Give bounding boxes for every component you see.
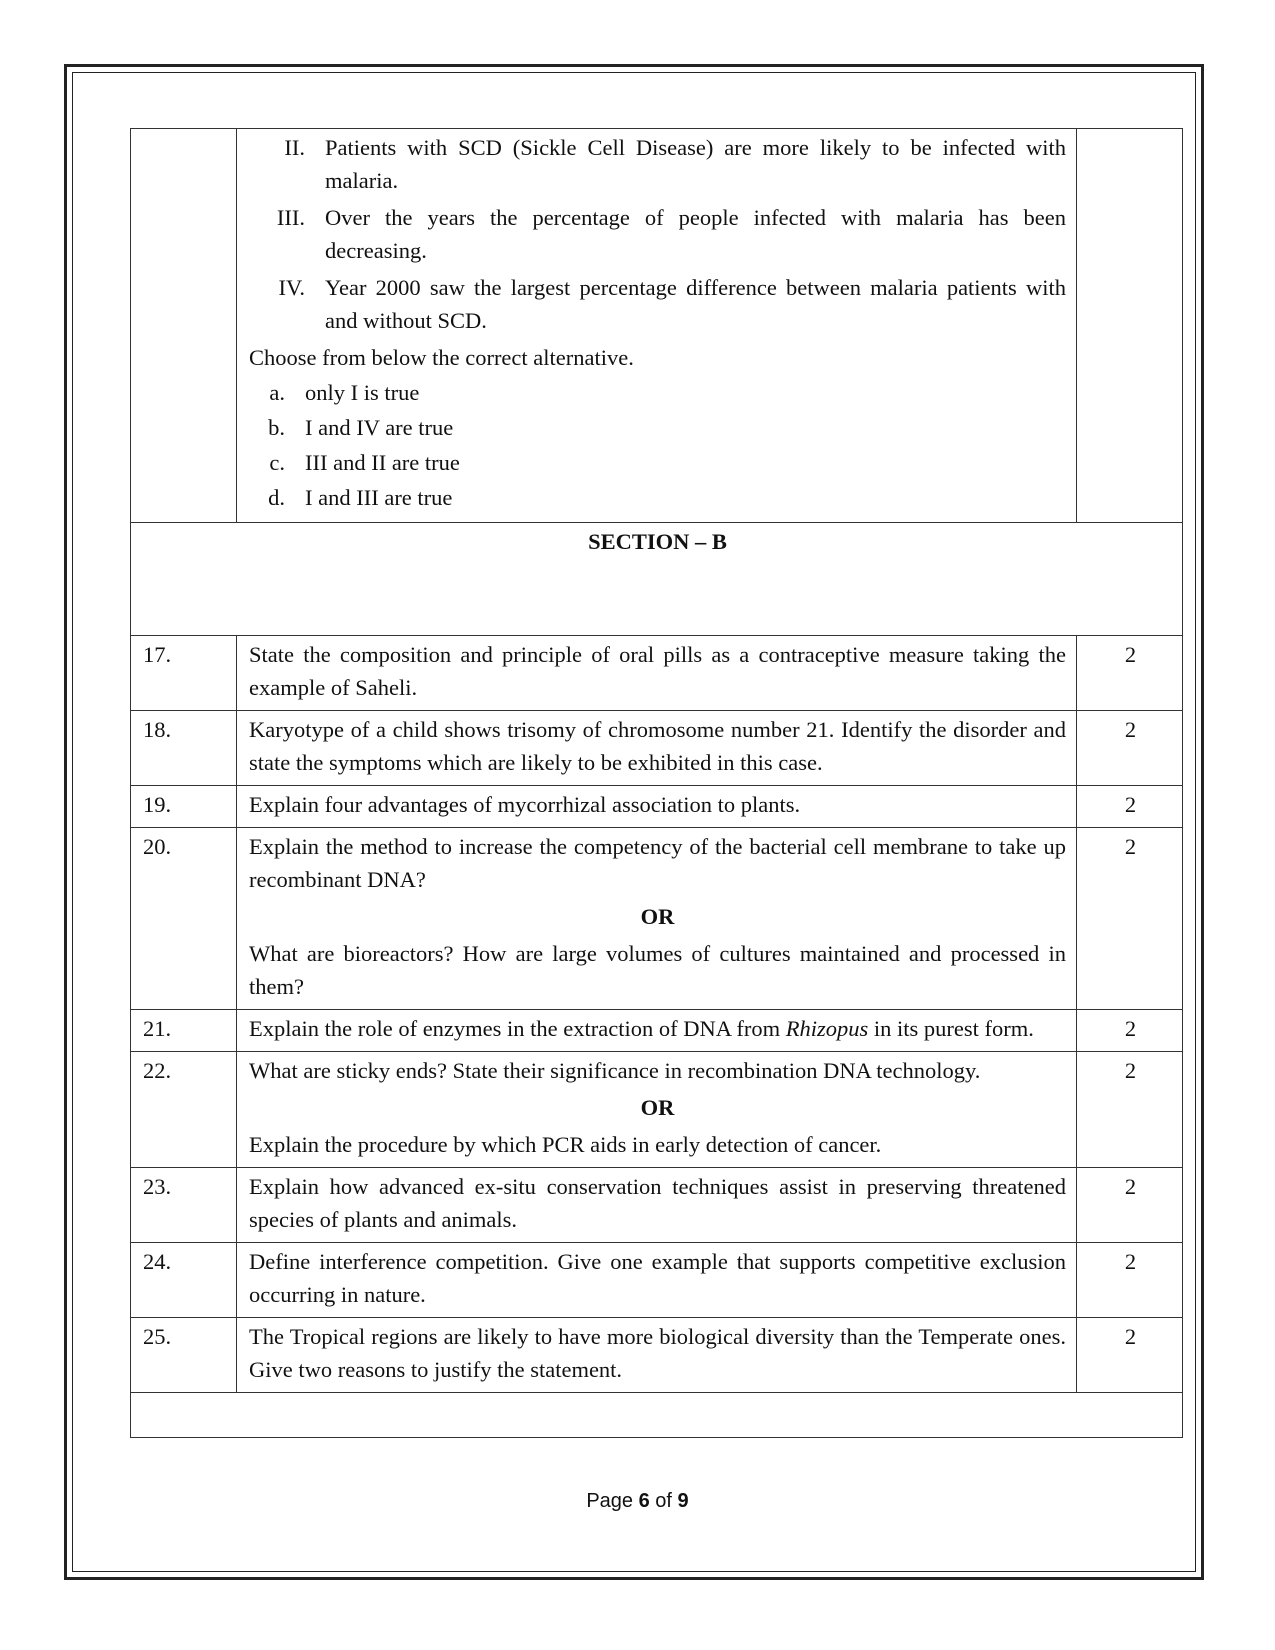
question-text: What are sticky ends? State their significance in recombination DNA technology. xyxy=(249,1058,981,1083)
question-text: Explain the method to increase the competency of the bacterial cell membrane to take up recombinant DNA? xyxy=(249,834,1066,892)
option-text: I and III are true xyxy=(305,485,453,510)
question-text: Karyotype of a child shows trisomy of chromosome number 21. Identify the disorder and state the symptoms which are likely to be exhibited in this case. xyxy=(237,711,1077,786)
question-table xyxy=(130,128,1183,1438)
question-number: 20. xyxy=(131,828,237,1010)
question-text: The Tropical regions are likely to have more biological diversity than the Temperate ones. Give two reasons to justify the statement. xyxy=(237,1318,1077,1393)
statement-text: Patients with SCD (Sickle Cell Disease) are more likely to be infected with malaria. xyxy=(325,135,1066,193)
page-footer xyxy=(0,1490,1275,1513)
question-marks: 2 xyxy=(1077,711,1183,786)
or-separator: OR xyxy=(640,904,675,929)
table-row xyxy=(131,1318,1183,1393)
statement xyxy=(249,201,1066,267)
section-heading: SECTION – B xyxy=(131,523,1183,636)
question-cell xyxy=(237,129,1077,523)
empty-row xyxy=(131,1393,1183,1438)
question-number: 21. xyxy=(131,1010,237,1052)
question-cell xyxy=(237,828,1077,1010)
option xyxy=(249,411,1066,444)
question-text: Explain how advanced ex-situ conservation techniques assist in preserving threatened species of plants and animals. xyxy=(237,1168,1077,1243)
question-number: 17. xyxy=(131,636,237,711)
question-cell xyxy=(237,1052,1077,1168)
marks-cell xyxy=(1077,129,1183,523)
question-number-cell xyxy=(131,129,237,523)
question-marks: 2 xyxy=(1077,1168,1183,1243)
option-letter: c. xyxy=(269,450,285,475)
question-marks: 2 xyxy=(1077,828,1183,1010)
statement-text: Over the years the percentage of people infected with malaria has been decreasing. xyxy=(325,205,1066,263)
statement-numeral: III. xyxy=(276,205,305,230)
question-text: Explain four advantages of mycorrhizal association to plants. xyxy=(237,786,1077,828)
question-text-part: in its purest form. xyxy=(868,1016,1034,1041)
table-row xyxy=(131,711,1183,786)
table-row xyxy=(131,1052,1183,1168)
option-text: III and II are true xyxy=(305,450,460,475)
alternative-question-text: Explain the procedure by which PCR aids in early detection of cancer. xyxy=(249,1132,882,1157)
option xyxy=(249,481,1066,514)
question-number: 25. xyxy=(131,1318,237,1393)
or-separator: OR xyxy=(640,1095,675,1120)
option-letter: a. xyxy=(269,380,285,405)
question-marks: 2 xyxy=(1077,1052,1183,1168)
table-row xyxy=(131,1168,1183,1243)
table-row xyxy=(131,1010,1183,1052)
table-row xyxy=(131,129,1183,523)
table-row xyxy=(131,786,1183,828)
option-text: I and IV are true xyxy=(305,415,454,440)
alternative-question-text: What are bioreactors? How are large volumes of cultures maintained and processed in them? xyxy=(249,941,1066,999)
statement xyxy=(249,271,1066,337)
footer-of: of xyxy=(649,1490,678,1512)
option xyxy=(249,376,1066,409)
question-text xyxy=(237,1010,1077,1052)
table-row xyxy=(131,636,1183,711)
option xyxy=(249,446,1066,479)
question-text-part: Explain the role of enzymes in the extraction of DNA from xyxy=(249,1016,786,1041)
question-text: Define interference competition. Give one example that supports competitive exclusion occurring in nature. xyxy=(237,1243,1077,1318)
option-text: only I is true xyxy=(305,380,420,405)
question-marks: 2 xyxy=(1077,1318,1183,1393)
statement xyxy=(249,131,1066,197)
organism-name: Rhizopus xyxy=(785,1016,869,1041)
question-number: 24. xyxy=(131,1243,237,1318)
question-number: 18. xyxy=(131,711,237,786)
statement-text: Year 2000 saw the largest percentage difference between malaria patients with and without SCD. xyxy=(325,275,1066,333)
question-marks: 2 xyxy=(1077,1243,1183,1318)
question-marks: 2 xyxy=(1077,1010,1183,1052)
table-row xyxy=(131,828,1183,1010)
total-page-count: 9 xyxy=(677,1490,689,1512)
question-number: 23. xyxy=(131,1168,237,1243)
empty-cell xyxy=(131,1393,1183,1438)
question-marks: 2 xyxy=(1077,786,1183,828)
statement-numeral: II. xyxy=(284,135,305,160)
current-page-number: 6 xyxy=(638,1490,650,1512)
footer-prefix: Page xyxy=(586,1490,639,1512)
question-marks: 2 xyxy=(1077,636,1183,711)
section-row xyxy=(131,523,1183,636)
table-row xyxy=(131,1243,1183,1318)
question-number: 19. xyxy=(131,786,237,828)
question-text: State the composition and principle of oral pills as a contraceptive measure taking the example of Saheli. xyxy=(237,636,1077,711)
statement-numeral: IV. xyxy=(278,275,305,300)
question-number: 22. xyxy=(131,1052,237,1168)
option-letter: b. xyxy=(268,415,285,440)
instruction-text: Choose from below the correct alternative. xyxy=(249,345,634,370)
option-letter: d. xyxy=(268,485,285,510)
